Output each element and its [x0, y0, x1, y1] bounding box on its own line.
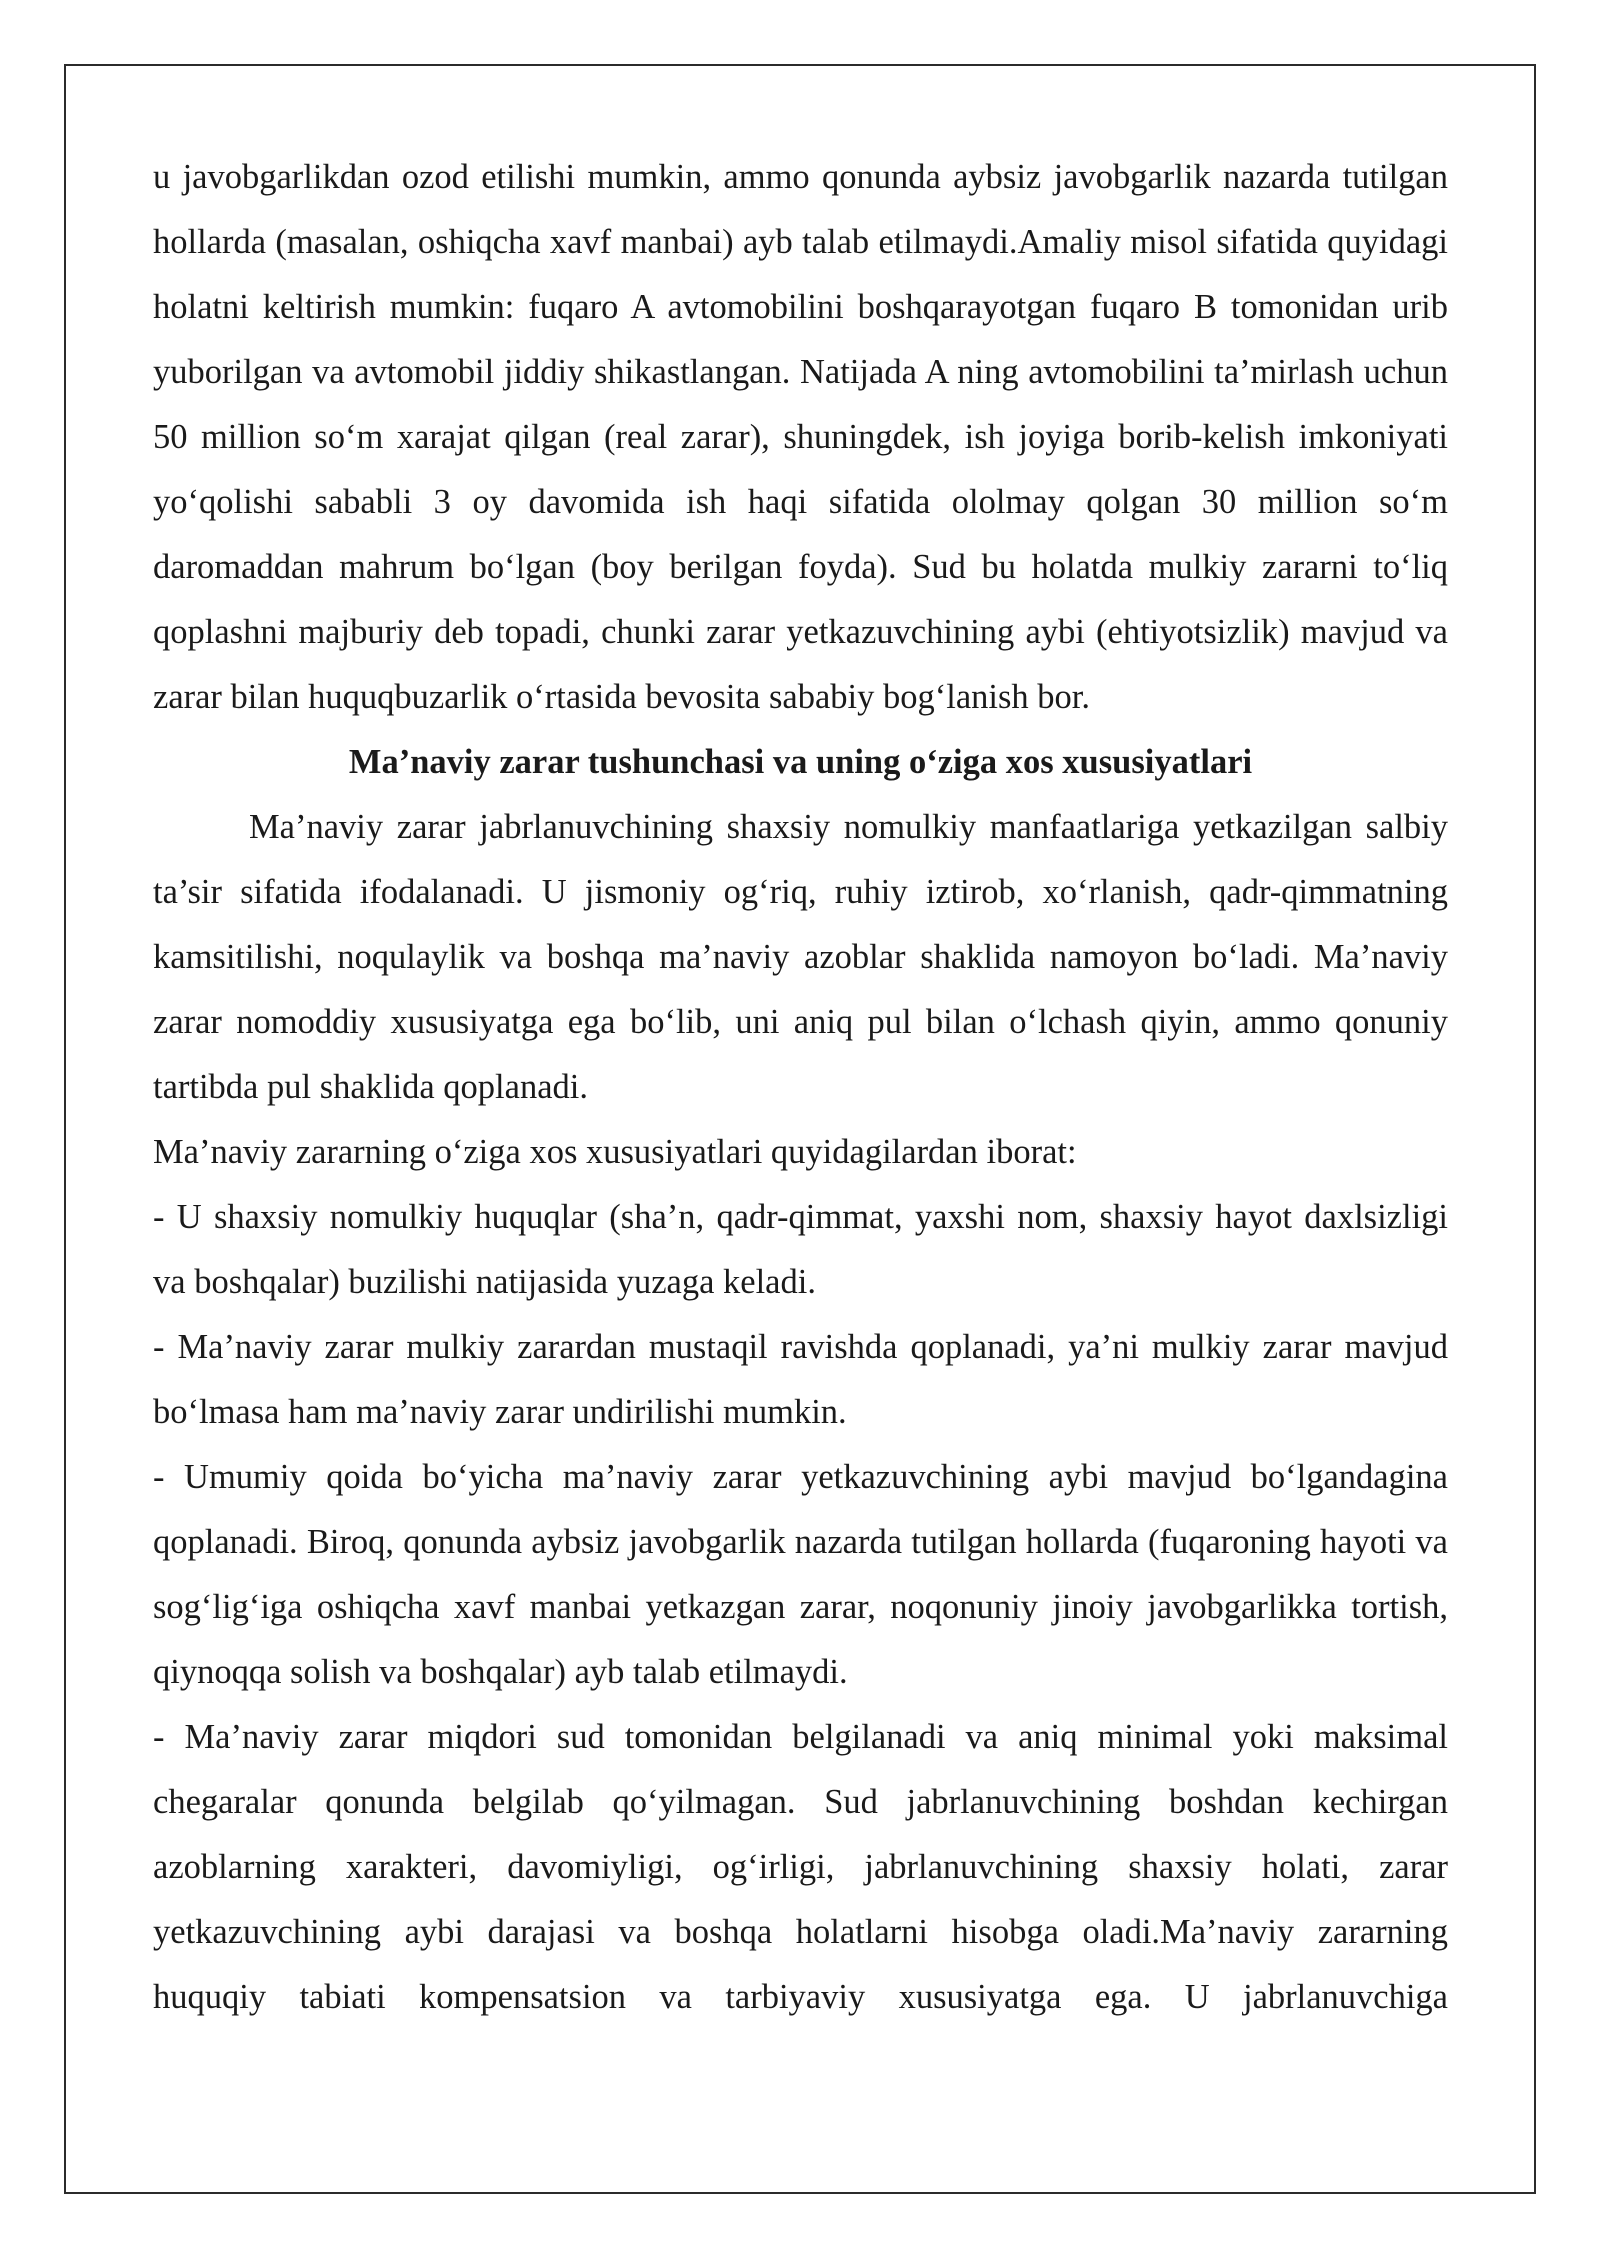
- paragraph-moral-damage-definition: Ma’naviy zarar jabrlanuvchining shaxsiy nomulkiy manfaatlariga yetkazilgan salbiy ta’sir sifatida ifodalanadi. U jismoniy og‘riq, ruhiy iztirob, xo‘rlanish, qadr-qimmatning kamsitilishi, noqulaylik va boshqa ma’naviy azoblar shaklida namoyon bo‘ladi. Ma’naviy zarar nomoddiy xususiyatga ega bo‘lib, uni aniq pul bilan o‘lchash qiyin, ammo qonuniy tartibda pul shaklida qoplanadi.: [153, 808, 1448, 1106]
- list-item: - Ma’naviy zarar miqdori sud tomonidan belgilanadi va aniq minimal yoki maksimal chegaralar qonunda belgilab qo‘yilmagan. Sud jabrlanuvchining boshdan kechirgan azoblarning xarakteri, davomiyligi, og‘irligi, jabrlanuvchining shaxsiy holati, zarar yetkazuvchining aybi darajasi va boshqa holatlarni hisobga oladi.Ma’naviy zararning huquqiy tabiati kompensatsion va tarbiyaviy xususiyatga ega. U jabrlanuvchiga: [153, 1718, 1448, 2016]
- paragraph-real-damage-example: u javobgarlikdan ozod etilishi mumkin, ammo qonunda aybsiz javobgarlik nazarda tutilgan hollarda (masalan, oshiqcha xavf manbai) ayb talab etilmaydi.Amaliy misol sifatida quyidagi holatni keltirish mumkin: fuqaro A avtomobilini boshqarayotgan fuqaro B tomonidan urib yuborilgan va avtomobil jiddiy shikastlangan. Natijada A ning avtomobilini ta’mirlash uchun 50 million so‘m xarajat qilgan (real zarar), shuningdek, ish joyiga borib-kelish imkoniyati yo‘qolishi sababli 3 oy davomida ish haqi sifatida ololmay qolgan 30 million so‘m daromaddan mahrum bo‘lgan (boy berilgan foyda). Sud bu holatda mulkiy zararni to‘liq qoplashni majburiy deb topadi, chunki zarar yetkazuvchining aybi (ehtiyotsizlik) mavjud va zarar bilan huquqbuzarlik o‘rtasida bevosita sababiy bog‘lanish bor.: [153, 158, 1448, 716]
- list-item: - Ma’naviy zarar mulkiy zarardan mustaqil ravishda qoplanadi, ya’ni mulkiy zarar mavjud bo‘lmasa ham ma’naviy zarar undirilishi mumkin.: [153, 1328, 1448, 1431]
- list-item: - Umumiy qoida bo‘yicha ma’naviy zarar yetkazuvchining aybi mavjud bo‘lgandagina qoplanadi. Biroq, qonunda aybsiz javobgarlik nazarda tutilgan hollarda (fuqaroning hayoti va sog‘lig‘iga oshiqcha xavf manbai yetkazgan zarar, noqonuniy jinoiy javobgarlikka tortish, qiynoqqa solish va boshqalar) ayb talab etilmaydi.: [153, 1458, 1448, 1691]
- document-body: [153, 145, 1448, 2030]
- list-item: - U shaxsiy nomulkiy huquqlar (sha’n, qadr-qimmat, yaxshi nom, shaxsiy hayot daxlsizligi va boshqalar) buzilishi natijasida yuzaga keladi.: [153, 1198, 1448, 1301]
- section-heading: Ma’naviy zarar tushunchasi va uning o‘ziga xos xususiyatlari: [348, 743, 1253, 781]
- list-intro: Ma’naviy zararning o‘ziga xos xususiyatlari quyidagilardan iborat:: [153, 1133, 1077, 1171]
